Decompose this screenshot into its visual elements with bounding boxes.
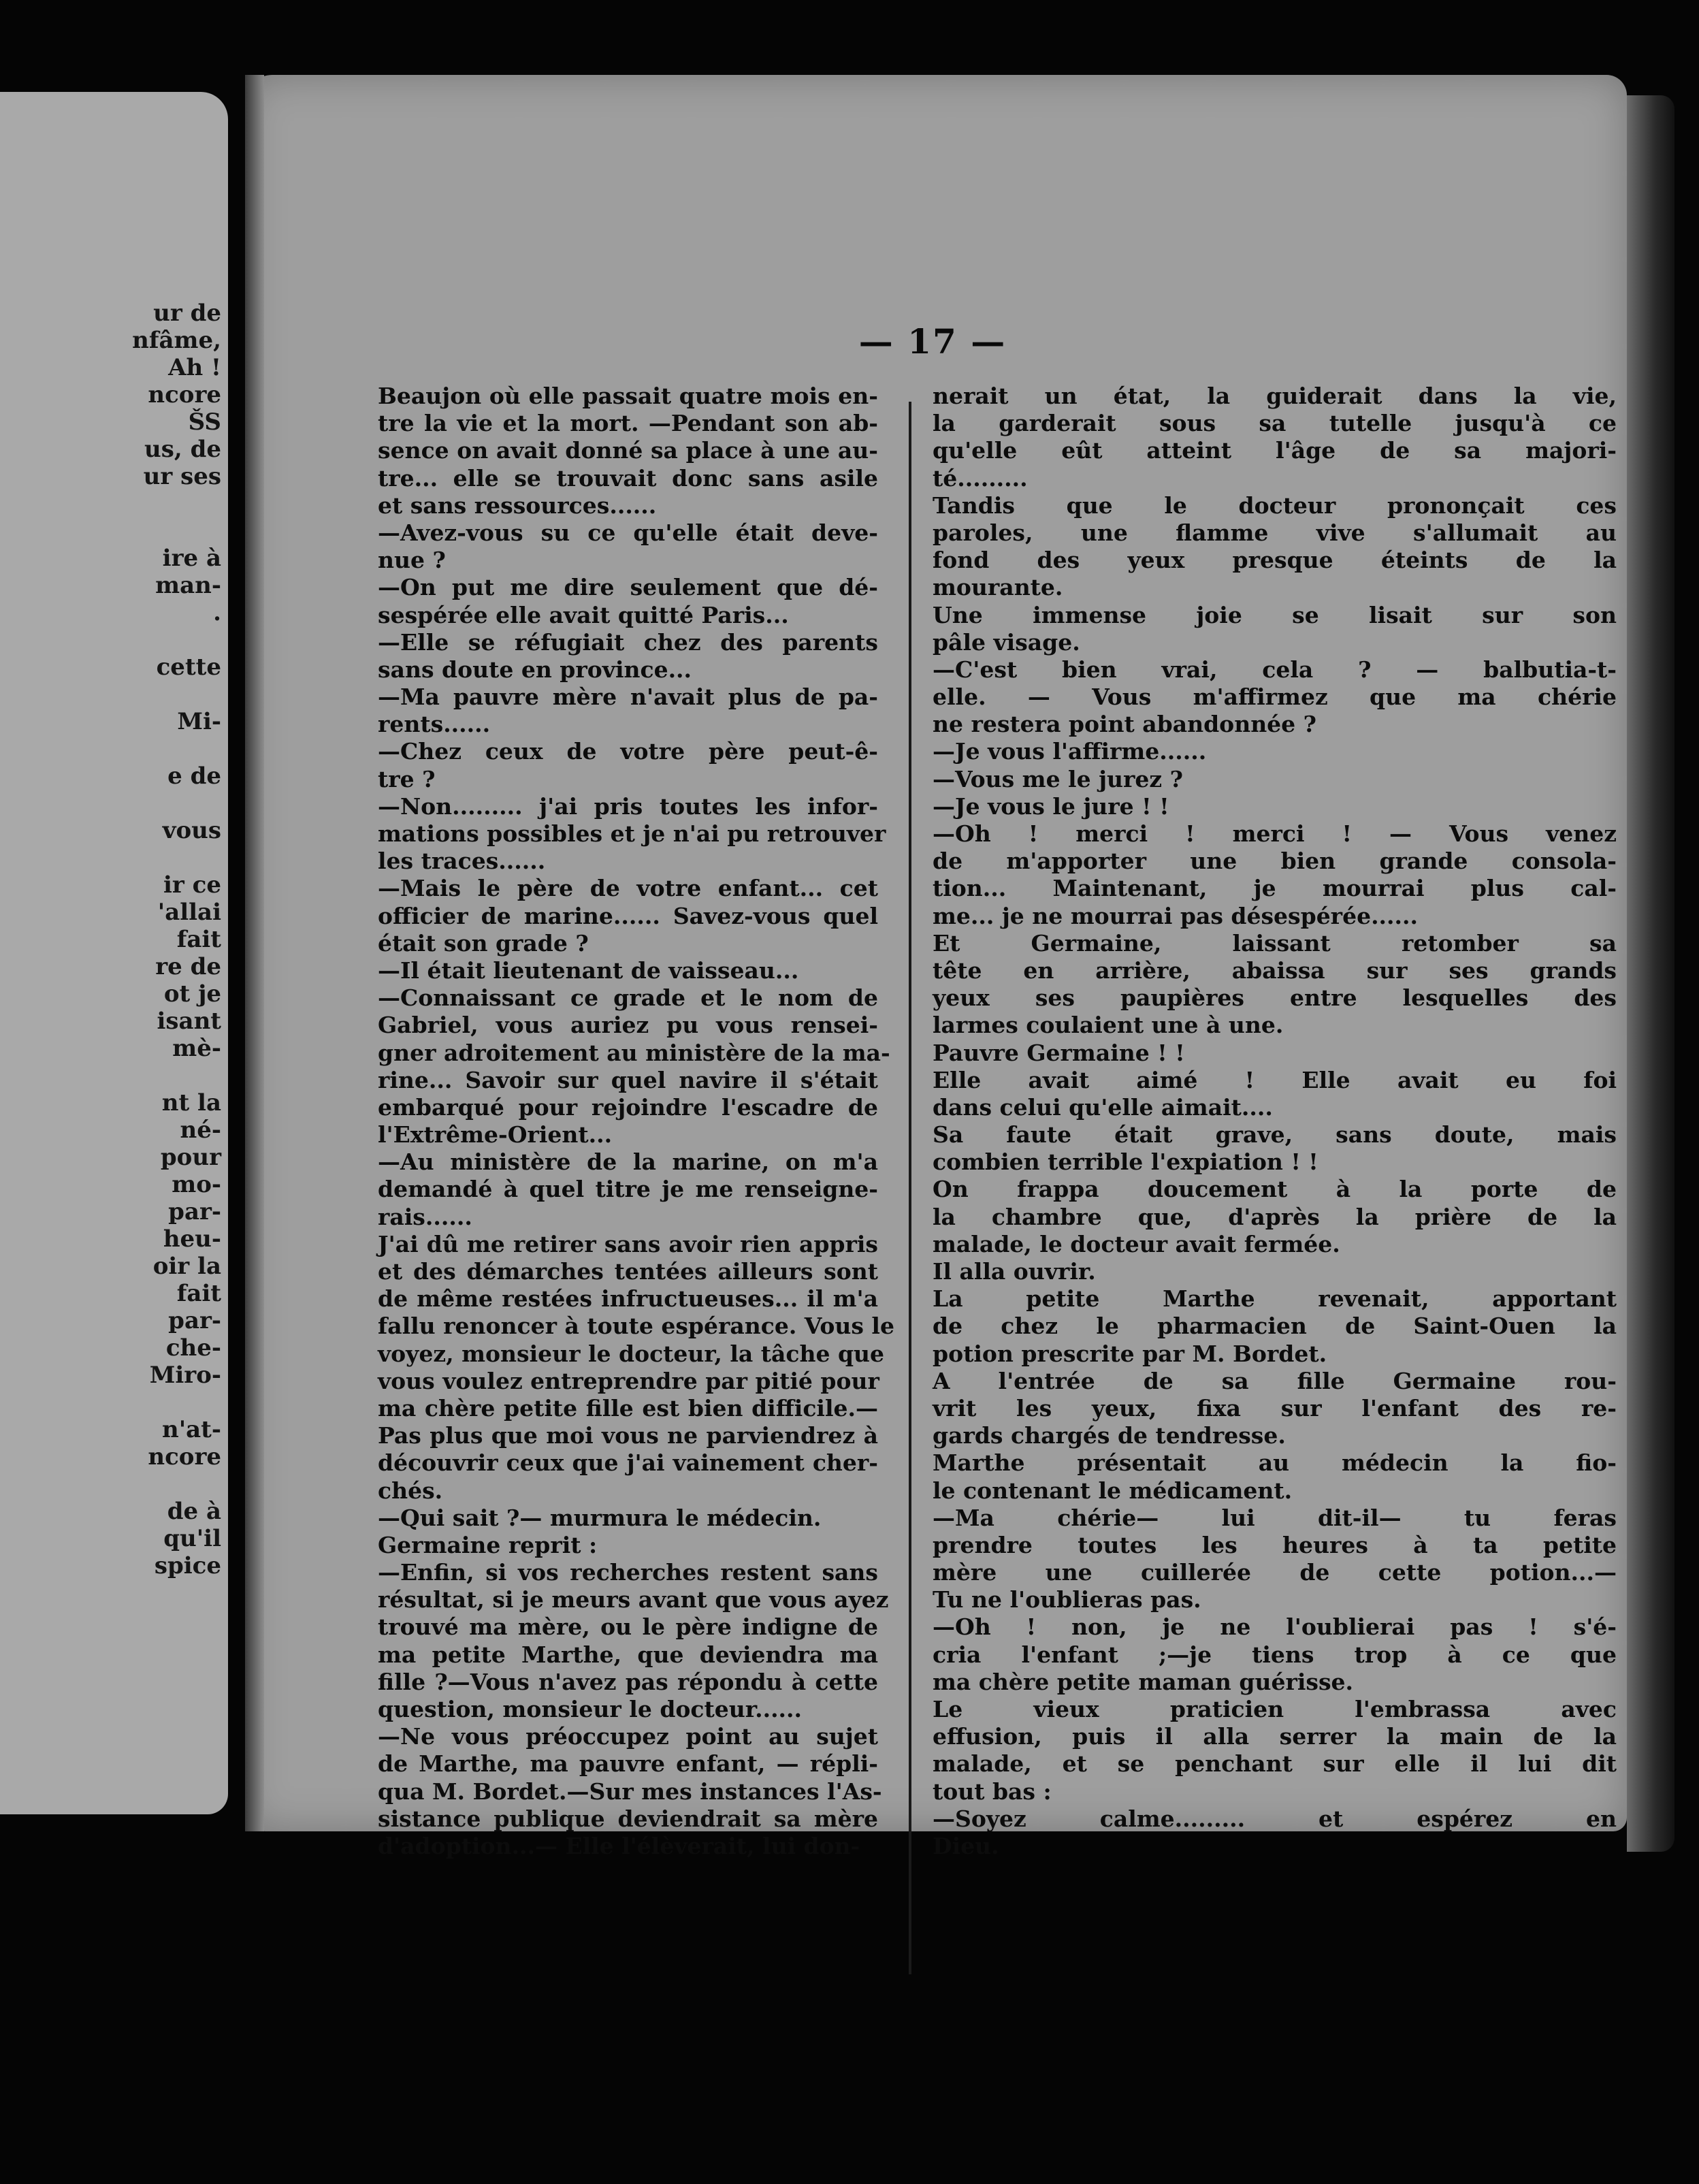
text-line: On frappa doucement à la porte de bbox=[933, 1176, 1617, 1203]
text-line: rents...... bbox=[378, 711, 491, 738]
text-line: tre la vie et la mort. —Pendant son ab- bbox=[378, 410, 878, 437]
text-line: malade, le docteur avait fermée. bbox=[933, 1230, 1340, 1257]
text-line: —Chez ceux de votre père peut-ê- bbox=[378, 738, 878, 765]
text-line: découvrir ceux que j'ai vainement cher- bbox=[378, 1449, 878, 1477]
text-line: —Ne vous préoccupez point au sujet bbox=[378, 1723, 878, 1750]
left-page-fragment: vous bbox=[162, 817, 221, 844]
text-line: potion prescrite par M. Bordet. bbox=[933, 1340, 1327, 1367]
previous-page bbox=[0, 92, 228, 1814]
text-line: tion... Maintenant, je mourrai plus cal- bbox=[933, 875, 1617, 902]
text-column-left bbox=[378, 383, 894, 1860]
text-line: qua M. Bordet.—Sur mes instances l'As- bbox=[378, 1778, 882, 1805]
text-line: —Vous me le jurez ? bbox=[933, 765, 1183, 792]
text-line: vous voulez entreprendre par pitié pour bbox=[378, 1367, 879, 1394]
text-line: —C'est bien vrai, cela ? — balbutia-t- bbox=[933, 656, 1617, 683]
text-line: ma petite Marthe, que deviendra ma bbox=[378, 1641, 878, 1668]
left-page-fragment: ur ses bbox=[143, 463, 221, 490]
text-line: qu'elle eût atteint l'âge de sa majori- bbox=[933, 437, 1617, 464]
text-line: rais...... bbox=[378, 1203, 472, 1230]
text-line: Gabriel, vous auriez pu vous rensei- bbox=[378, 1012, 878, 1039]
text-line: cria l'enfant ;—je tiens trop à ce que bbox=[933, 1641, 1617, 1668]
left-page-fragment: . bbox=[213, 599, 221, 626]
text-line: larmes coulaient une à une. bbox=[933, 1012, 1284, 1039]
text-line: —Ma pauvre mère n'avait plus de pa- bbox=[378, 684, 878, 711]
text-line: yeux ses paupières entre lesquelles des bbox=[933, 984, 1617, 1012]
left-page-fragment: Ah ! bbox=[168, 354, 221, 381]
text-line: et des démarches tentées ailleurs sont bbox=[378, 1258, 878, 1285]
left-page-fragment: pour bbox=[160, 1144, 221, 1171]
text-line: —Au ministère de la marine, on m'a bbox=[378, 1149, 878, 1176]
left-page-fragment: ur de bbox=[153, 300, 221, 327]
text-line: fille ?—Vous n'avez pas répondu à cette bbox=[378, 1668, 878, 1695]
left-page-fragment: de à bbox=[167, 1498, 221, 1525]
left-page-fragment: ir ce bbox=[163, 871, 221, 899]
left-page-fragment: fait bbox=[176, 926, 221, 953]
left-page-fragment: man- bbox=[155, 572, 221, 599]
text-line: —Mais le père de votre enfant... cet bbox=[378, 875, 878, 902]
text-line: Et Germaine, laissant retomber sa bbox=[933, 929, 1617, 957]
text-line: —Il était lieutenant de vaisseau... bbox=[378, 957, 799, 984]
text-line: —Je vous l'affirme...... bbox=[933, 738, 1207, 765]
text-line: fallu renoncer à toute espérance. Vous le bbox=[378, 1313, 894, 1340]
text-line: tre ? bbox=[378, 765, 436, 792]
left-page-fragment: ŠS bbox=[188, 408, 221, 436]
text-line: A l'entrée de sa fille Germaine rou- bbox=[933, 1367, 1617, 1394]
text-line: vrit les yeux, fixa sur l'enfant des re- bbox=[933, 1394, 1617, 1422]
left-page-fragment: ire à bbox=[162, 545, 221, 572]
text-column-right bbox=[933, 383, 1617, 1860]
text-line: Elle avait aimé ! Elle avait eu foi bbox=[933, 1066, 1617, 1093]
text-line: prendre toutes les heures à ta petite bbox=[933, 1531, 1617, 1558]
text-line: voyez, monsieur le docteur, la tâche que bbox=[378, 1340, 885, 1367]
text-line: —Qui sait ?— murmura le médecin. bbox=[378, 1504, 822, 1531]
text-line: Pas plus que moi vous ne parviendrez à bbox=[378, 1422, 878, 1449]
text-line: tête en arrière, abaissa sur ses grands bbox=[933, 957, 1617, 984]
text-line: chés. bbox=[378, 1477, 443, 1504]
text-line: d'adoption...— Elle l'élèverait, lui don- bbox=[378, 1832, 860, 1859]
text-line: sespérée elle avait quitté Paris... bbox=[378, 601, 789, 628]
text-line: mère une cuillerée de cette potion...— bbox=[933, 1559, 1617, 1586]
left-page-fragment: spice bbox=[154, 1552, 221, 1579]
text-line: —Enfin, si vos recherches restent sans bbox=[378, 1559, 878, 1586]
left-page-fragment: 'allai bbox=[157, 899, 221, 926]
text-line: —Elle se réfugiait chez des parents bbox=[378, 628, 878, 656]
text-line: —Oh ! non, je ne l'oublierai pas ! s'é- bbox=[933, 1613, 1617, 1641]
text-line: —Non......... j'ai pris toutes les infor- bbox=[378, 792, 878, 820]
left-page-fragment: ot je bbox=[163, 980, 221, 1008]
text-line: —Oh ! merci ! merci ! — Vous venez bbox=[933, 820, 1617, 847]
left-page-fragment: che- bbox=[165, 1334, 221, 1362]
text-line: J'ai dû me retirer sans avoir rien appris bbox=[378, 1230, 878, 1257]
left-page-fragment: isant bbox=[157, 1008, 221, 1035]
text-line: demandé à quel titre je me renseigne- bbox=[378, 1176, 878, 1203]
text-line: paroles, une flamme vive s'allumait au bbox=[933, 519, 1617, 546]
left-page-fragment: mo- bbox=[172, 1171, 221, 1198]
text-line: Tu ne l'oublieras pas. bbox=[933, 1586, 1201, 1613]
text-line: elle. — Vous m'affirmez que ma chérie bbox=[933, 684, 1617, 711]
left-page-fragment: fait bbox=[176, 1280, 221, 1307]
left-page-fragment: ncore bbox=[148, 381, 221, 408]
text-line: mations possibles et je n'ai pu retrouver bbox=[378, 820, 886, 847]
text-line: Marthe présentait au médecin la fio- bbox=[933, 1449, 1617, 1477]
left-page-fragment: par- bbox=[168, 1198, 221, 1225]
left-page-fragment: us, de bbox=[144, 436, 221, 463]
left-page-fragment: e de bbox=[167, 762, 221, 790]
text-line: malade, et se penchant sur elle il lui dit bbox=[933, 1750, 1617, 1778]
left-page-fragment: ncore bbox=[148, 1443, 221, 1471]
text-line: Beaujon où elle passait quatre mois en- bbox=[378, 383, 878, 409]
left-page-fragment: nfâme, bbox=[132, 327, 221, 354]
text-line: —Connaissant ce grade et le nom de bbox=[378, 984, 878, 1012]
text-line: —Avez-vous su ce qu'elle était deve- bbox=[378, 519, 878, 546]
text-line: la garderait sous sa tutelle jusqu'à ce bbox=[933, 410, 1617, 437]
text-line: Germaine reprit : bbox=[378, 1531, 598, 1558]
text-line: les traces...... bbox=[378, 848, 546, 875]
text-line: gner adroitement au ministère de la ma- bbox=[378, 1039, 890, 1066]
text-line: était son grade ? bbox=[378, 929, 589, 957]
left-page-fragment: Mi- bbox=[177, 708, 221, 735]
text-line: ne restera point abandonnée ? bbox=[933, 711, 1316, 738]
text-line: tre... elle se trouvait donc sans asile bbox=[378, 464, 878, 492]
text-line: La petite Marthe revenait, apportant bbox=[933, 1285, 1617, 1313]
text-line: tout bas : bbox=[933, 1778, 1052, 1805]
text-line: question, monsieur le docteur...... bbox=[378, 1696, 803, 1722]
text-line: la chambre que, d'après la prière de la bbox=[933, 1203, 1617, 1230]
left-page-fragment: né- bbox=[180, 1117, 221, 1144]
text-line: le contenant le médicament. bbox=[933, 1477, 1293, 1504]
text-line: ma chère petite fille est bien difficile.— bbox=[378, 1394, 878, 1422]
text-line: de même restées infructueuses... il m'a bbox=[378, 1285, 878, 1313]
text-line: —Soyez calme......... et espérez en bbox=[933, 1805, 1617, 1832]
text-line: effusion, puis il alla serrer la main de la bbox=[933, 1723, 1617, 1750]
text-line: mourante. bbox=[933, 574, 1063, 601]
text-line: pâle visage. bbox=[933, 628, 1080, 656]
column-rule bbox=[909, 402, 911, 1974]
left-page-fragment: cette bbox=[156, 654, 221, 681]
text-line: fond des yeux presque éteints de la bbox=[933, 547, 1617, 574]
text-line: rine... Savoir sur quel navire il s'était bbox=[378, 1066, 878, 1093]
book-page bbox=[245, 75, 1627, 1859]
left-page-fragment: oir la bbox=[152, 1253, 221, 1280]
text-line: embarqué pour rejoindre l'escadre de bbox=[378, 1093, 878, 1121]
text-line: et sans ressources...... bbox=[378, 492, 657, 519]
text-line: —Je vous le jure ! ! bbox=[933, 792, 1169, 820]
left-page-fragment: n'at- bbox=[162, 1416, 221, 1443]
text-line: Tandis que le docteur prononçait ces bbox=[933, 492, 1617, 519]
text-line: de chez le pharmacien de Saint-Ouen la bbox=[933, 1313, 1617, 1340]
text-line: nerait un état, la guiderait dans la vie, bbox=[933, 383, 1617, 409]
text-line: sans doute en province... bbox=[378, 656, 692, 683]
text-line: dans celui qu'elle aimait.... bbox=[933, 1093, 1273, 1121]
left-page-fragment: qu'il bbox=[163, 1525, 221, 1552]
text-line: de Marthe, ma pauvre enfant, — répli- bbox=[378, 1750, 878, 1778]
text-line: Une immense joie se lisait sur son bbox=[933, 601, 1617, 628]
text-line: —On put me dire seulement que dé- bbox=[378, 574, 878, 601]
text-line: té......... bbox=[933, 464, 1028, 492]
text-line: l'Extrême-Orient... bbox=[378, 1121, 613, 1149]
page-number: — 17 — bbox=[858, 321, 1007, 362]
text-line: nue ? bbox=[378, 547, 446, 574]
page-gutter bbox=[245, 75, 264, 1831]
text-line: Pauvre Germaine ! ! bbox=[933, 1039, 1185, 1066]
text-line: résultat, si je meurs avant que vous ayez bbox=[378, 1586, 889, 1613]
text-line: Dieu. bbox=[933, 1832, 999, 1859]
text-line: gards chargés de tendresse. bbox=[933, 1422, 1286, 1449]
left-page-fragment: mè- bbox=[172, 1035, 221, 1062]
left-page-fragment: par- bbox=[168, 1307, 221, 1334]
text-line: sence on avait donné sa place à une au- bbox=[378, 437, 878, 464]
text-line: Sa faute était grave, sans doute, mais bbox=[933, 1121, 1617, 1149]
text-line: ma chère petite maman guérisse. bbox=[933, 1668, 1354, 1695]
text-line: Il alla ouvrir. bbox=[933, 1258, 1096, 1285]
left-page-fragment: nt la bbox=[161, 1089, 221, 1117]
text-line: trouvé ma mère, ou le père indigne de bbox=[378, 1613, 878, 1641]
text-line: sistance publique deviendrait sa mère bbox=[378, 1805, 878, 1832]
text-line: —Ma chérie— lui dit-il— tu feras bbox=[933, 1504, 1617, 1531]
text-line: officier de marine...... Savez-vous quel bbox=[378, 902, 878, 929]
left-page-fragment: Miro- bbox=[149, 1362, 221, 1389]
left-page-fragment: heu- bbox=[163, 1225, 221, 1253]
text-line: me... je ne mourrai pas désespérée...... bbox=[933, 902, 1418, 929]
left-page-fragment: re de bbox=[155, 953, 221, 980]
text-line: combien terrible l'expiation ! ! bbox=[933, 1149, 1318, 1176]
text-line: de m'apporter une bien grande consola- bbox=[933, 848, 1617, 875]
text-line: Le vieux praticien l'embrassa avec bbox=[933, 1696, 1617, 1722]
book-edge bbox=[1627, 95, 1674, 1852]
